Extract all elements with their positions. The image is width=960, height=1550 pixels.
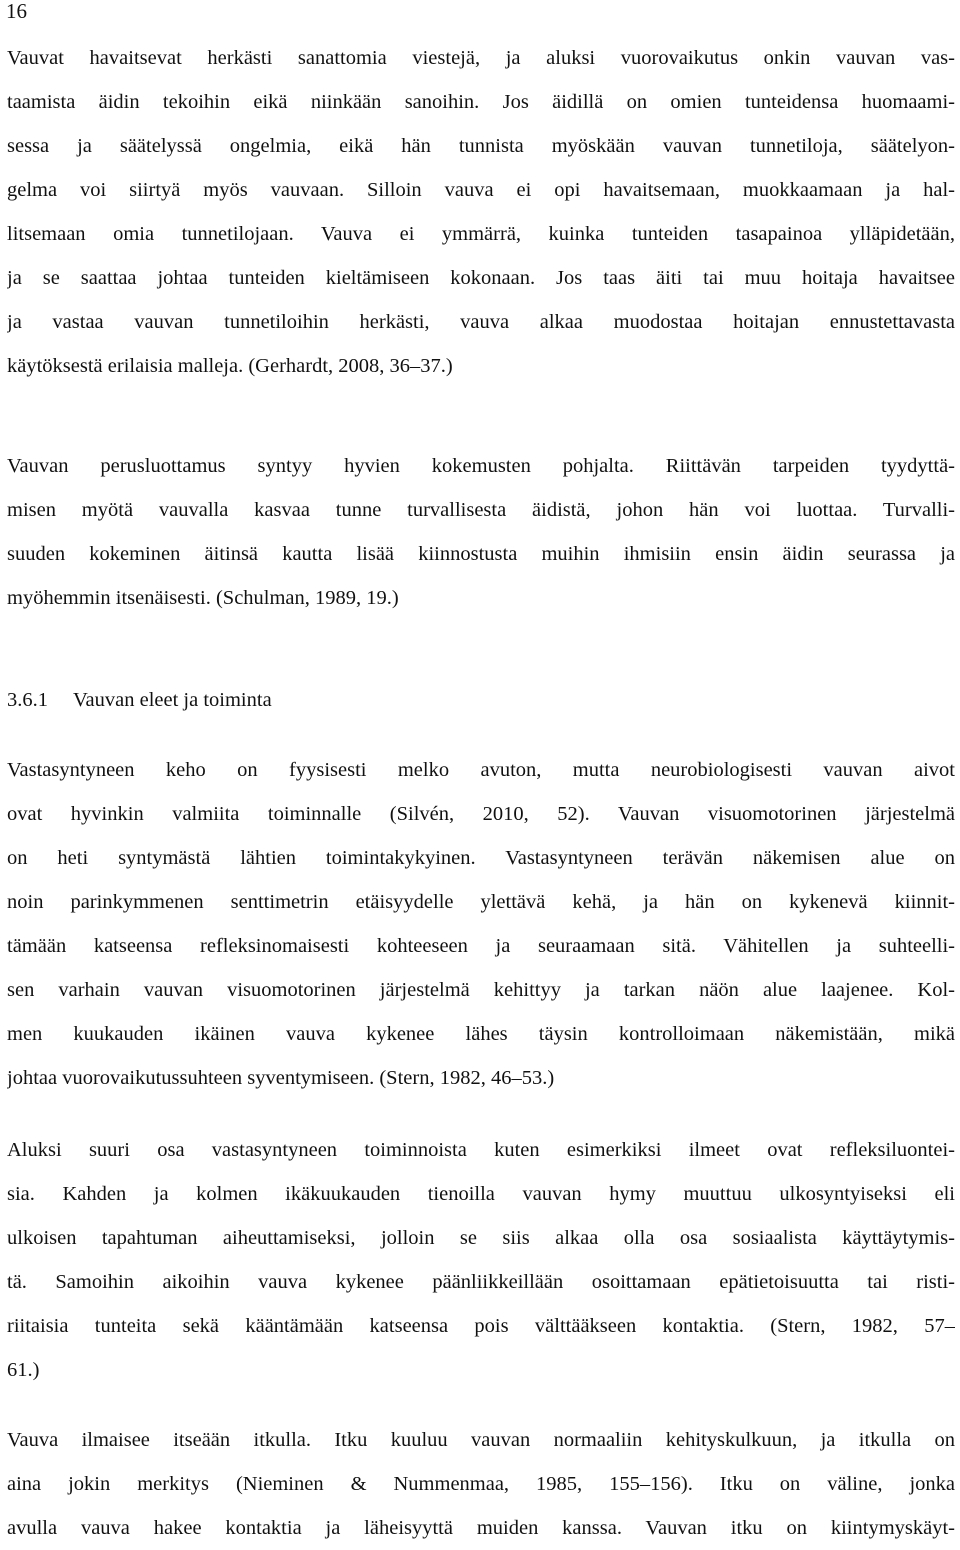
paragraph-1: [7, 36, 955, 388]
text-line: ja se saattaa johtaa tunteiden kieltämiseen kokonaan. Jos taas äiti tai muu hoitaja havaitsee: [7, 267, 955, 289]
text-line: Aluksi suuri osa vastasyntyneen toiminnoista kuten esimerkiksi ilmeet ovat refleksiluontei-: [7, 1139, 955, 1161]
paragraph-4: [7, 1128, 955, 1392]
text-line: sen varhain vauvan visuomotorinen järjestelmä kehittyy ja tarkan näön alue laajenee. Kol-: [7, 979, 955, 1001]
paragraph-3: [7, 748, 955, 1100]
text-line: tä. Samoihin aikoihin vauva kykenee päänliikkeillään osoittamaan epätietoisuutta tai risti-: [7, 1271, 955, 1293]
section-heading: [7, 678, 272, 722]
text-line: Vauva ilmaisee itseään itkulla. Itku kuuluu vauvan normaaliin kehityskulkuun, ja itkulla on: [7, 1429, 955, 1451]
text-line: men kuukauden ikäinen vauva kykenee lähes täysin kontrolloimaan näkemistään, mikä: [7, 1023, 955, 1045]
text-line: ulkoisen tapahtuman aiheuttamiseksi, jolloin se siis alkaa olla osa sosiaalista käyttäytymis-: [7, 1227, 955, 1249]
text-line: ovat hyvinkin valmiita toiminnalle (Silvén, 2010, 52). Vauvan visuomotorinen järjestelmä: [7, 803, 955, 825]
text-line: sessa ja säätelyssä ongelmia, eikä hän tunnista myöskään vauvan tunnetiloja, säätelyon-: [7, 135, 955, 157]
text-line: Vauvat havaitsevat herkästi sanattomia viestejä, ja aluksi vuorovaikutus onkin vauvan vas-: [7, 47, 955, 69]
text-line: Vastasyntyneen keho on fyysisesti melko avuton, mutta neurobiologisesti vauvan aivot: [7, 759, 955, 781]
text-line: noin parinkymmenen senttimetrin etäisyydelle ylettävä kehä, ja hän on kykenevä kiinnit-: [7, 891, 955, 913]
text-line: ja vastaa vauvan tunnetiloihin herkästi, vauva alkaa muodostaa hoitajan ennustettavasta: [7, 311, 955, 333]
text-line: litsemaan omia tunnetilojaan. Vauva ei ymmärrä, kuinka tunteiden tasapainoa ylläpidetään,: [7, 223, 955, 245]
section-number: 3.6.1: [7, 689, 48, 711]
text-line: misen myötä vauvalla kasvaa tunne turvallisesta äidistä, johon hän voi luottaa. Turvalli-: [7, 499, 955, 521]
text-line: avulla vauva hakee kontaktia ja läheisyyttä muiden kanssa. Vauvan itku on kiintymyskäyt-: [7, 1517, 955, 1539]
text-line: 61.): [7, 1359, 40, 1381]
text-line: myöhemmin itsenäisesti. (Schulman, 1989, 19.): [7, 587, 399, 609]
text-line: taamista äidin tekoihin eikä niinkään sanoihin. Jos äidillä on omien tunteidensa huomaami-: [7, 91, 955, 113]
paragraph-2: [7, 444, 955, 620]
text-line: käytöksestä erilaisia malleja. (Gerhardt, 2008, 36–37.): [7, 355, 453, 377]
text-line: sia. Kahden ja kolmen ikäkuukauden tienoilla vauvan hymy muuttuu ulkosyntyiseksi eli: [7, 1183, 955, 1205]
text-line: on heti syntymästä lähtien toimintakykyinen. Vastasyntyneen terävän näkemisen alue on: [7, 847, 955, 869]
text-line: aina jokin merkitys (Nieminen & Nummenmaa, 1985, 155–156). Itku on väline, jonka: [7, 1473, 955, 1495]
text-line: gelma voi siirtyä myös vauvaan. Silloin vauva ei opi havaitsemaan, muokkaamaan ja hal-: [7, 179, 955, 201]
section-title: Vauvan eleet ja toiminta: [73, 689, 272, 711]
text-line: tämään katseensa refleksinomaisesti kohteeseen ja seuraamaan sitä. Vähitellen ja suhteelli-: [7, 935, 955, 957]
paragraph-5: [7, 1418, 955, 1550]
page-number: 16: [6, 0, 27, 23]
text-line: suuden kokeminen äitinsä kautta lisää kiinnostusta muihin ihmisiin ensin äidin seurassa ja: [7, 543, 955, 565]
text-line: johtaa vuorovaikutussuhteen syventymiseen. (Stern, 1982, 46–53.): [7, 1067, 555, 1089]
text-line: Vauvan perusluottamus syntyy hyvien kokemusten pohjalta. Riittävän tarpeiden tyydyttä-: [7, 455, 955, 477]
text-line: riitaisia tunteita sekä kääntämään katseensa pois välttääkseen kontaktia. (Stern, 1982, 57–: [7, 1315, 955, 1337]
